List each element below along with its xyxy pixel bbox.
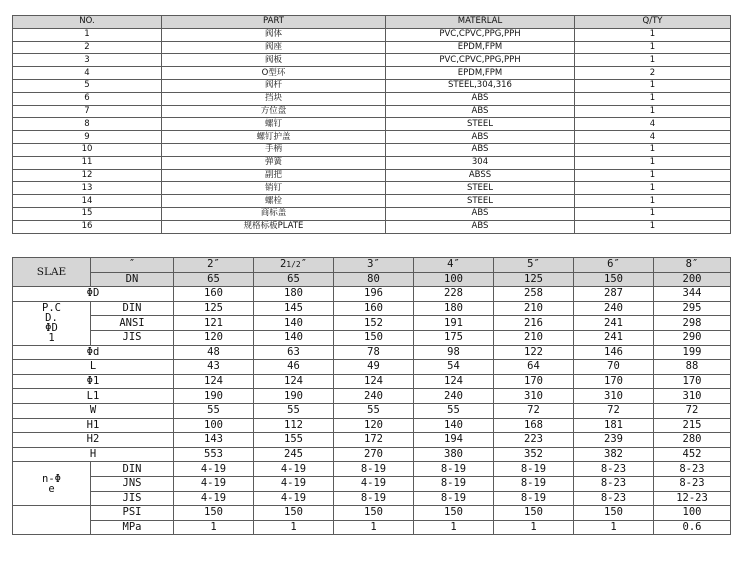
value-cell: 150 xyxy=(254,506,334,521)
value-cell: 12-23 xyxy=(654,491,731,506)
quantity-cell: 1 xyxy=(575,79,731,92)
part-number-cell: 15 xyxy=(13,207,162,220)
value-cell: 245 xyxy=(254,447,334,462)
table-row xyxy=(13,182,731,195)
pressure-row xyxy=(13,506,731,521)
value-cell: 0.6 xyxy=(654,520,731,535)
standard-cell: JNS xyxy=(91,476,174,491)
material-cell: EPDM,FPM xyxy=(386,67,575,80)
value-cell: 124 xyxy=(334,374,414,389)
quantity-cell: 1 xyxy=(575,156,731,169)
value-cell: 8-19 xyxy=(414,491,494,506)
value-cell: 298 xyxy=(654,316,731,331)
pcd-row xyxy=(13,316,731,331)
table-row xyxy=(13,54,731,67)
row-label-cell: ΦD xyxy=(13,287,174,302)
value-cell: 124 xyxy=(254,374,334,389)
value-cell: 1 xyxy=(414,520,494,535)
value-cell: 8-19 xyxy=(414,476,494,491)
value-cell: 4-19 xyxy=(174,476,254,491)
value-cell: 72 xyxy=(574,403,654,418)
value-cell: 215 xyxy=(654,418,731,433)
value-cell: 150 xyxy=(334,506,414,521)
value-cell: 124 xyxy=(414,374,494,389)
value-cell: 150 xyxy=(334,330,414,345)
value-cell: 1 xyxy=(574,520,654,535)
header-no: NO. xyxy=(13,16,162,29)
part-number-cell: 16 xyxy=(13,220,162,233)
part-name-cell: 挡块 xyxy=(162,92,386,105)
part-number-cell: 2 xyxy=(13,41,162,54)
value-cell: 43 xyxy=(174,360,254,375)
value-cell: 4-19 xyxy=(254,476,334,491)
pressure-row xyxy=(13,520,731,535)
part-name-cell: 阀体 xyxy=(162,28,386,41)
value-cell: 120 xyxy=(334,418,414,433)
size-dn-cell: 80 xyxy=(334,272,414,287)
value-cell: 4-19 xyxy=(174,491,254,506)
dimension-row xyxy=(13,389,731,404)
value-cell: 121 xyxy=(174,316,254,331)
quantity-cell: 1 xyxy=(575,54,731,67)
table-row xyxy=(13,105,731,118)
quantity-cell: 4 xyxy=(575,131,731,144)
value-cell: 150 xyxy=(494,506,574,521)
value-cell: 241 xyxy=(574,330,654,345)
value-cell: 228 xyxy=(414,287,494,302)
pressure-unit-cell: MPa xyxy=(91,520,174,535)
value-cell: 150 xyxy=(174,506,254,521)
header-part: PART xyxy=(162,16,386,29)
table-row xyxy=(13,220,731,233)
quantity-cell: 1 xyxy=(575,28,731,41)
value-cell: 4-19 xyxy=(334,476,414,491)
value-cell: 4-19 xyxy=(254,462,334,477)
value-cell: 8-19 xyxy=(334,462,414,477)
table-row xyxy=(13,79,731,92)
quantity-cell: 1 xyxy=(575,92,731,105)
material-cell: ABS xyxy=(386,105,575,118)
dimension-row xyxy=(13,447,731,462)
part-name-cell: 螺钉 xyxy=(162,118,386,131)
value-cell: 170 xyxy=(574,374,654,389)
material-cell: ABS xyxy=(386,220,575,233)
size-dn-cell: 150 xyxy=(574,272,654,287)
part-name-cell: 副把 xyxy=(162,169,386,182)
part-name-cell: 销钉 xyxy=(162,182,386,195)
table-title-cell: SLAE xyxy=(13,258,91,287)
value-cell: 172 xyxy=(334,433,414,448)
value-cell: 280 xyxy=(654,433,731,448)
value-cell: 241 xyxy=(574,316,654,331)
row-label-cell: H2 xyxy=(13,433,174,448)
size-inch-cell: 5″ xyxy=(494,258,574,273)
size-dn-cell: 100 xyxy=(414,272,494,287)
part-number-cell: 5 xyxy=(13,79,162,92)
size-dn-cell: 125 xyxy=(494,272,574,287)
material-cell: ABS xyxy=(386,143,575,156)
pcd-label-cell: P.C D. ΦD 1 xyxy=(13,301,91,345)
part-name-cell: 阀座 xyxy=(162,41,386,54)
row-label-cell: L1 xyxy=(13,389,174,404)
value-cell: 100 xyxy=(654,506,731,521)
material-cell: STEEL xyxy=(386,182,575,195)
material-cell: 304 xyxy=(386,156,575,169)
part-name-cell: 规格标板PLATE xyxy=(162,220,386,233)
table-row xyxy=(13,67,731,80)
dimension-row xyxy=(13,360,731,375)
size-inch-cell: 21/2″ xyxy=(254,258,334,273)
dimension-row xyxy=(13,418,731,433)
value-cell: 239 xyxy=(574,433,654,448)
value-cell: 70 xyxy=(574,360,654,375)
value-cell: 8-19 xyxy=(414,462,494,477)
value-cell: 78 xyxy=(334,345,414,360)
dn-label-cell: DN xyxy=(91,272,174,287)
quantity-cell: 4 xyxy=(575,118,731,131)
quantity-cell: 1 xyxy=(575,182,731,195)
quantity-cell: 1 xyxy=(575,169,731,182)
table-row xyxy=(13,92,731,105)
value-cell: 8-23 xyxy=(574,491,654,506)
standard-cell: ANSI xyxy=(91,316,174,331)
value-cell: 145 xyxy=(254,301,334,316)
standard-cell: JIS xyxy=(91,330,174,345)
part-number-cell: 13 xyxy=(13,182,162,195)
size-inch-cell: 3″ xyxy=(334,258,414,273)
table-row xyxy=(13,169,731,182)
value-cell: 55 xyxy=(254,403,334,418)
value-cell: 1 xyxy=(254,520,334,535)
table-row xyxy=(13,207,731,220)
table-row xyxy=(13,41,731,54)
part-name-cell: 商标盖 xyxy=(162,207,386,220)
quantity-cell: 1 xyxy=(575,207,731,220)
dimension-row xyxy=(13,345,731,360)
value-cell: 310 xyxy=(494,389,574,404)
part-number-cell: 11 xyxy=(13,156,162,169)
value-cell: 146 xyxy=(574,345,654,360)
pcd-row xyxy=(13,330,731,345)
material-cell: ABS xyxy=(386,92,575,105)
value-cell: 8-19 xyxy=(494,476,574,491)
value-cell: 8-23 xyxy=(654,476,731,491)
value-cell: 1 xyxy=(174,520,254,535)
value-cell: 63 xyxy=(254,345,334,360)
value-cell: 287 xyxy=(574,287,654,302)
size-dn-row xyxy=(13,272,731,287)
part-name-cell: 螺钉护盖 xyxy=(162,131,386,144)
value-cell: 152 xyxy=(334,316,414,331)
size-inch-cell: 8″ xyxy=(654,258,731,273)
row-label-cell: L xyxy=(13,360,174,375)
value-cell: 64 xyxy=(494,360,574,375)
quantity-cell: 1 xyxy=(575,143,731,156)
material-cell: ABS xyxy=(386,131,575,144)
material-cell: ABSS xyxy=(386,169,575,182)
size-inch-row xyxy=(13,258,731,273)
part-name-cell: 阀板 xyxy=(162,54,386,67)
value-cell: 240 xyxy=(414,389,494,404)
part-number-cell: 9 xyxy=(13,131,162,144)
material-cell: ABS xyxy=(386,207,575,220)
inch-label-cell: ″ xyxy=(91,258,174,273)
part-number-cell: 10 xyxy=(13,143,162,156)
table-row xyxy=(13,131,731,144)
value-cell: 140 xyxy=(254,316,334,331)
value-cell: 49 xyxy=(334,360,414,375)
value-cell: 190 xyxy=(254,389,334,404)
value-cell: 124 xyxy=(174,374,254,389)
part-number-cell: 4 xyxy=(13,67,162,80)
table-row xyxy=(13,143,731,156)
dimensions-table xyxy=(12,257,731,535)
row-label-cell: Φ1 xyxy=(13,374,174,389)
pressure-blank-cell xyxy=(13,506,91,535)
value-cell: 46 xyxy=(254,360,334,375)
value-cell: 55 xyxy=(334,403,414,418)
value-cell: 216 xyxy=(494,316,574,331)
table-row xyxy=(13,28,731,41)
table-row xyxy=(13,118,731,131)
part-name-cell: 手柄 xyxy=(162,143,386,156)
row-label-cell: H1 xyxy=(13,418,174,433)
value-cell: 8-19 xyxy=(494,462,574,477)
part-number-cell: 7 xyxy=(13,105,162,118)
value-cell: 54 xyxy=(414,360,494,375)
value-cell: 310 xyxy=(654,389,731,404)
dimension-row xyxy=(13,433,731,448)
quantity-cell: 2 xyxy=(575,67,731,80)
value-cell: 122 xyxy=(494,345,574,360)
size-inch-cell: 6″ xyxy=(574,258,654,273)
size-inch-cell: 4″ xyxy=(414,258,494,273)
value-cell: 8-23 xyxy=(654,462,731,477)
part-name-cell: 螺栓 xyxy=(162,195,386,208)
value-cell: 452 xyxy=(654,447,731,462)
part-name-cell: O型环 xyxy=(162,67,386,80)
value-cell: 258 xyxy=(494,287,574,302)
value-cell: 112 xyxy=(254,418,334,433)
value-cell: 344 xyxy=(654,287,731,302)
value-cell: 155 xyxy=(254,433,334,448)
value-cell: 310 xyxy=(574,389,654,404)
value-cell: 180 xyxy=(414,301,494,316)
value-cell: 240 xyxy=(334,389,414,404)
bolt-hole-label-cell: n-Φ e xyxy=(13,462,91,506)
material-cell: STEEL xyxy=(386,195,575,208)
value-cell: 100 xyxy=(174,418,254,433)
size-dn-cell: 65 xyxy=(254,272,334,287)
value-cell: 199 xyxy=(654,345,731,360)
value-cell: 55 xyxy=(414,403,494,418)
table-row xyxy=(13,156,731,169)
value-cell: 55 xyxy=(174,403,254,418)
dimensions-table-body xyxy=(13,258,731,535)
pcd-row xyxy=(13,301,731,316)
dimension-row xyxy=(13,374,731,389)
standard-cell: DIN xyxy=(91,301,174,316)
value-cell: 1 xyxy=(334,520,414,535)
value-cell: 170 xyxy=(494,374,574,389)
row-label-cell: W xyxy=(13,403,174,418)
value-cell: 8-19 xyxy=(494,491,574,506)
value-cell: 196 xyxy=(334,287,414,302)
value-cell: 125 xyxy=(174,301,254,316)
value-cell: 270 xyxy=(334,447,414,462)
value-cell: 352 xyxy=(494,447,574,462)
value-cell: 143 xyxy=(174,433,254,448)
material-cell: PVC,CPVC,PPG,PPH xyxy=(386,54,575,67)
value-cell: 380 xyxy=(414,447,494,462)
size-inch-cell: 2″ xyxy=(174,258,254,273)
value-cell: 295 xyxy=(654,301,731,316)
value-cell: 170 xyxy=(654,374,731,389)
size-dn-cell: 200 xyxy=(654,272,731,287)
value-cell: 48 xyxy=(174,345,254,360)
value-cell: 160 xyxy=(174,287,254,302)
value-cell: 210 xyxy=(494,330,574,345)
part-number-cell: 3 xyxy=(13,54,162,67)
material-cell: EPDM,FPM xyxy=(386,41,575,54)
value-cell: 120 xyxy=(174,330,254,345)
row-label-cell: H xyxy=(13,447,174,462)
bolt-hole-row xyxy=(13,462,731,477)
value-cell: 240 xyxy=(574,301,654,316)
header-qty: Q/TY xyxy=(575,16,731,29)
value-cell: 140 xyxy=(414,418,494,433)
part-name-cell: 方位盘 xyxy=(162,105,386,118)
material-cell: PVC,CPVC,PPG,PPH xyxy=(386,28,575,41)
value-cell: 223 xyxy=(494,433,574,448)
value-cell: 8-23 xyxy=(574,476,654,491)
table-row xyxy=(13,195,731,208)
value-cell: 140 xyxy=(254,330,334,345)
quantity-cell: 1 xyxy=(575,41,731,54)
value-cell: 290 xyxy=(654,330,731,345)
part-number-cell: 6 xyxy=(13,92,162,105)
value-cell: 1 xyxy=(494,520,574,535)
header-material: MATERLAL xyxy=(386,16,575,29)
value-cell: 4-19 xyxy=(254,491,334,506)
part-number-cell: 1 xyxy=(13,28,162,41)
part-name-cell: 弹簧 xyxy=(162,156,386,169)
value-cell: 181 xyxy=(574,418,654,433)
quantity-cell: 1 xyxy=(575,195,731,208)
value-cell: 168 xyxy=(494,418,574,433)
part-number-cell: 12 xyxy=(13,169,162,182)
value-cell: 180 xyxy=(254,287,334,302)
part-number-cell: 14 xyxy=(13,195,162,208)
value-cell: 8-23 xyxy=(574,462,654,477)
value-cell: 88 xyxy=(654,360,731,375)
value-cell: 553 xyxy=(174,447,254,462)
part-number-cell: 8 xyxy=(13,118,162,131)
value-cell: 160 xyxy=(334,301,414,316)
value-cell: 382 xyxy=(574,447,654,462)
phiD-row xyxy=(13,287,731,302)
value-cell: 98 xyxy=(414,345,494,360)
parts-table-body xyxy=(13,16,731,234)
parts-header-row xyxy=(13,16,731,29)
pressure-unit-cell: PSI xyxy=(91,506,174,521)
standard-cell: JIS xyxy=(91,491,174,506)
value-cell: 72 xyxy=(494,403,574,418)
value-cell: 191 xyxy=(414,316,494,331)
parts-table xyxy=(12,15,731,234)
value-cell: 150 xyxy=(414,506,494,521)
value-cell: 72 xyxy=(654,403,731,418)
bolt-hole-row xyxy=(13,476,731,491)
quantity-cell: 1 xyxy=(575,105,731,118)
value-cell: 210 xyxy=(494,301,574,316)
standard-cell: DIN xyxy=(91,462,174,477)
value-cell: 4-19 xyxy=(174,462,254,477)
material-cell: STEEL,304,316 xyxy=(386,79,575,92)
bolt-hole-row xyxy=(13,491,731,506)
size-dn-cell: 65 xyxy=(174,272,254,287)
value-cell: 8-19 xyxy=(334,491,414,506)
material-cell: STEEL xyxy=(386,118,575,131)
value-cell: 175 xyxy=(414,330,494,345)
value-cell: 150 xyxy=(574,506,654,521)
quantity-cell: 1 xyxy=(575,220,731,233)
value-cell: 190 xyxy=(174,389,254,404)
dimension-row xyxy=(13,403,731,418)
value-cell: 194 xyxy=(414,433,494,448)
row-label-cell: Φd xyxy=(13,345,174,360)
part-name-cell: 阀杆 xyxy=(162,79,386,92)
